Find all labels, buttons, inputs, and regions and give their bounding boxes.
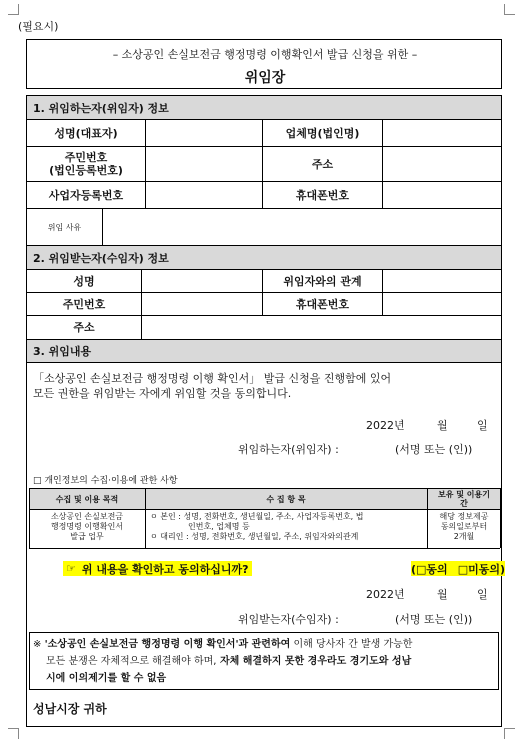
consent-agree-checkbox[interactable]: (□동의 (411, 562, 448, 576)
section3-heading: 3. 위임내용 (27, 340, 501, 362)
reason-label: 위임 사유 (47, 222, 82, 232)
delegatee-phone-field[interactable] (383, 293, 501, 315)
consent-question: ☞ 위 내용을 확인하고 동의하십니까? (63, 561, 252, 576)
date2-year: 2022년 (366, 588, 405, 601)
delegatee-address-field[interactable] (142, 316, 501, 339)
subtitle: – 소상공인 손실보전금 행정명령 이행확인서 발급 신청을 위한 – (112, 48, 418, 61)
delegatee-rrn-field[interactable] (142, 293, 262, 315)
privacy-purpose-cell: 소상공인 손실보전금 행정명령 이행확인서 발급 업무 (50, 512, 124, 541)
privacy-col-purpose: 수집 및 이용 목적 (55, 494, 119, 504)
section1-heading: 1. 위임하는자(위임자) 정보 (27, 96, 501, 119)
delegator-bizno-field[interactable] (146, 182, 262, 208)
delegatee-sign-placeholder[interactable]: (서명 또는 (인)) (395, 613, 473, 626)
date-month: 월 (437, 419, 448, 432)
delegatee-name-label: 성명 (73, 274, 95, 288)
delegator-sign-placeholder[interactable]: (서명 또는 (인)) (395, 443, 473, 456)
notice-text: ※ '소상공인 손실보전금 행정명령 이행 확인서'과 관련하여 이해 당사자 간 발생 가능한 모든 분쟁은 자체적으로 해결해야 하며, 자체 해결하지 못한 경우라도 경기도와 성남 시에 이의제기를 할 수 없음 (33, 639, 413, 684)
page-title: 위임장 (244, 70, 286, 86)
privacy-period-cell: 해당 정보제공 동의일로부터 2개월 (439, 512, 489, 541)
address-label: 주소 (311, 157, 334, 171)
name-label: 성명(대표자) (54, 126, 118, 140)
date2-month: 월 (437, 588, 448, 601)
statement-line-2: 모든 권한을 위임받는 자에게 위임할 것을 동의합니다. (33, 387, 292, 400)
consent-options (411, 561, 505, 576)
hand-pointing-right-icon: ☞ (66, 562, 76, 575)
date-day: 일 (477, 419, 488, 432)
phone-label: 휴대폰번호 (295, 188, 350, 202)
delegator-sign-label: 위임하는자(위임자) : (238, 443, 339, 456)
delegator-name-field[interactable] (146, 120, 262, 146)
delegatee-phone-label: 휴대폰번호 (295, 297, 350, 311)
delegator-rrn-field[interactable] (146, 147, 262, 181)
crop-mark-top-left (8, 4, 19, 15)
consent-disagree-checkbox[interactable]: □미동의) (457, 562, 505, 576)
date-year: 2022년 (366, 419, 405, 432)
relation-label: 위임자와의 관계 (283, 274, 362, 288)
delegatee-rrn-label: 주민번호 (62, 297, 106, 311)
rrn-label: 주민번호 (법인등록번호) (49, 151, 123, 177)
date2-day: 일 (477, 588, 488, 601)
privacy-col-period: 보유 및 이용기간 (438, 490, 490, 508)
notice-mark: ※ (33, 639, 42, 650)
business-name-label: 업체명(법인명) (285, 126, 360, 140)
section2-heading: 2. 위임받는자(수임자) 정보 (27, 246, 501, 269)
bizno-label: 사업자등록번호 (48, 188, 124, 202)
delegatee-name-field[interactable] (142, 270, 262, 292)
crop-mark-top-right (504, 4, 515, 15)
delegatee-sign-label: 위임받는자(수임자) : (238, 613, 339, 626)
privacy-col-items: 수 집 항 목 (266, 494, 306, 504)
privacy-items-cell: ㅇ 본인 : 성명, 전화번호, 생년월일, 주소, 사업자등록번호, 법 인번호, 업체명 등 ㅇ 대리인 : 성명, 전화번호, 생년월일, 주소, 위임자와의관계 (150, 512, 364, 541)
delegatee-relation-field[interactable] (383, 270, 501, 292)
delegator-address-field[interactable] (383, 147, 501, 181)
delegator-phone-field[interactable] (383, 182, 501, 208)
delegator-business-field[interactable] (383, 120, 501, 146)
delegation-reason-field[interactable] (103, 209, 501, 245)
privacy-heading: □ 개인정보의 수집·이용에 관한 사항 (33, 476, 178, 486)
crop-mark-bottom-left (8, 728, 19, 739)
delegatee-address-label: 주소 (73, 321, 95, 334)
statement-line-1: 「소상공인 손실보전금 행정명령 이행 확인서」 발급 신청을 진행함에 있어 (33, 372, 392, 385)
addressee: 성남시장 귀하 (33, 702, 107, 716)
crop-mark-bottom-right (504, 728, 515, 739)
corner-note: (필요시) (18, 20, 59, 33)
